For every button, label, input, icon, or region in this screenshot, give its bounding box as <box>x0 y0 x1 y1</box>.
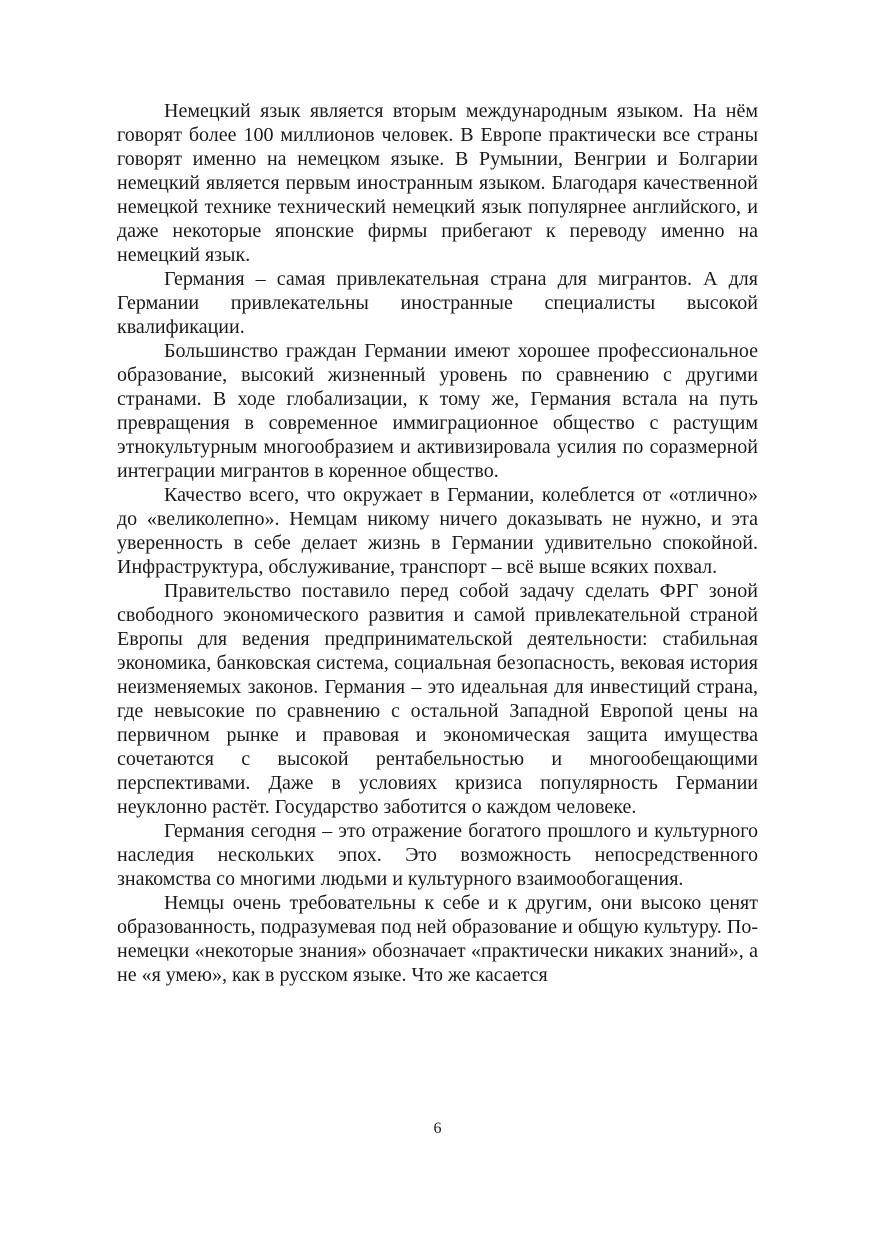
paragraph-1: Немецкий язык является вторым международным языком. На нём говорят более 100 миллионов человек. В Европе практически все страны говорят именно на немецком языке. В Румынии, Венгрии и Болгарии немецкий является первым иностранным языком. Благодаря качественной немецкой технике технический немецкий язык популярнее английского, и даже некоторые японские фирмы прибегают к переводу именно на немецкий язык. <box>117 100 758 266</box>
page-number: 6 <box>433 1120 442 1137</box>
paragraph-4: Качество всего, что окружает в Германии, колеблется от «отлично» до «великолепно». Немцам никому ничего доказывать не нужно, и эта уверенность в себе делает жизнь в Германии удивительно спокойной. Инфраструктура, обслуживание, транспорт – всё выше всяких похвал. <box>117 484 758 578</box>
paragraph-6: Германия сегодня – это отражение богатого прошлого и культурного наследия нескольких эпох. Это возможность непосредственного знакомства со многими людьми и культурного взаимообогащения. <box>117 820 758 890</box>
paragraph-2: Германия – самая привлекательная страна для мигрантов. А для Германии привлекательны иностранные специалисты высокой квалификации. <box>117 268 758 338</box>
paragraph-3: Большинство граждан Германии имеют хорошее профессиональное образование, высокий жизненный уровень по сравнению с другими странами. В ходе глобализации, к тому же, Германия встала на путь превращения в современное иммиграционное общество с растущим этнокультурным многообразием и активизировала усилия по соразмерной интеграции мигрантов в коренное общество. <box>117 340 758 482</box>
document-body <box>117 99 758 987</box>
paragraph-5: Правительство поставило перед собой задачу сделать ФРГ зоной свободного экономического развития и самой привлекательной страной Европы для ведения предпринимательской деятельности: стабильная экономика, банковская система, социальная безопасность, вековая история неизменяемых законов. Германия – это идеальная для инвестиций страна, где невысокие по сравнению с остальной Западной Европой цены на первичном рынке и правовая и экономическая защита имущества сочетаются с высокой рентабельностью и многообещающими перспективами. Даже в условиях кризиса популярность Германии неуклонно растёт. Государство заботится о каждом человеке. <box>117 580 758 818</box>
paragraph-7: Немцы очень требовательны к себе и к другим, они высоко ценят образованность, подразумевая под ней образование и общую культуру. По-немецки «некоторые знания» обозначает «практически никаких знаний», а не «я умею», как в русском языке. Что же касается <box>117 892 758 986</box>
